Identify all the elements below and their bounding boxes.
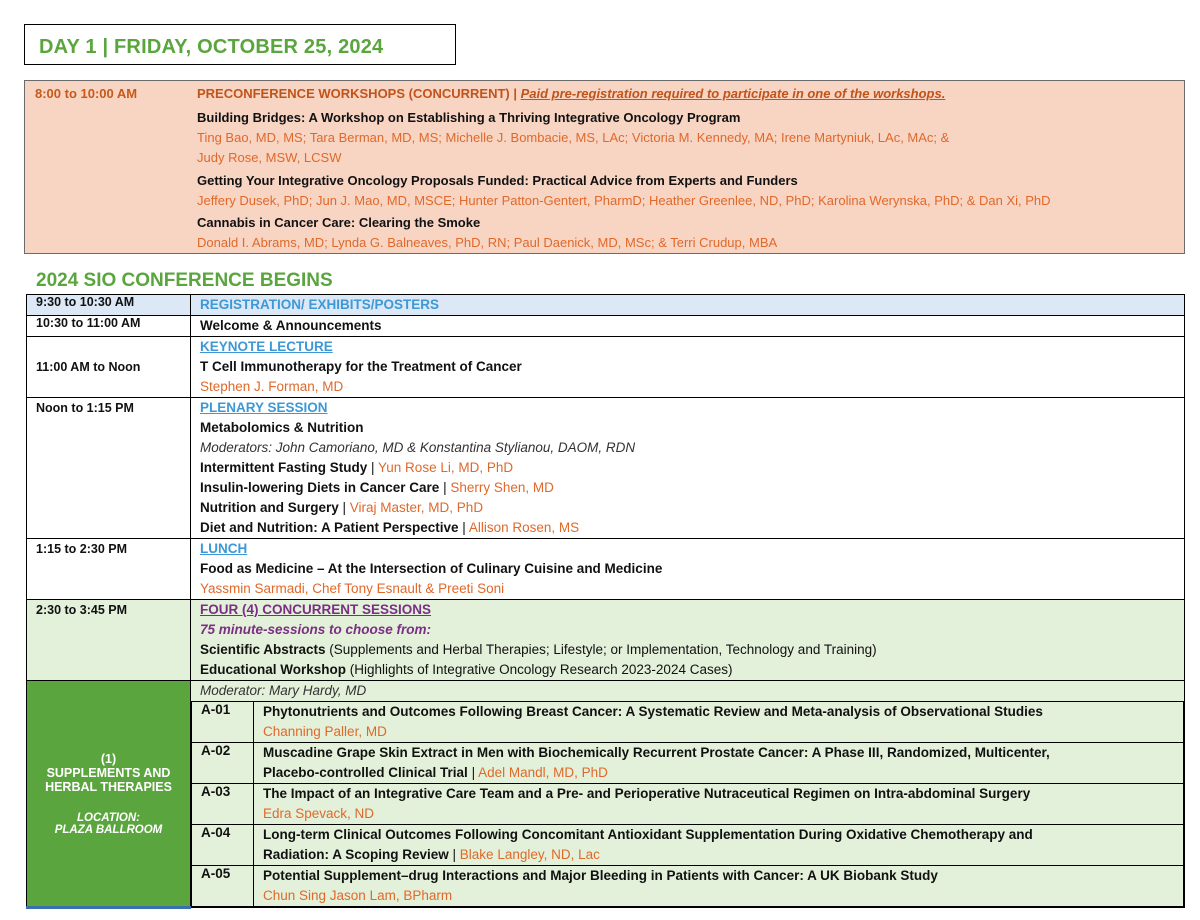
talk-speaker: Sherry Shen, MD	[450, 480, 554, 495]
time-cell: 1:15 to 2:30 PM	[27, 539, 191, 600]
abstract-row	[192, 743, 1184, 784]
abstract-speaker: Channing Paller, MD	[263, 724, 387, 739]
separator: |	[367, 460, 379, 475]
session-option	[200, 660, 1184, 680]
abstract-title: Muscadine Grape Skin Extract in Men with Biochemically Recurrent Prostate Cancer: A Phase III, Randomized, Multicenter,	[263, 745, 1050, 760]
day-title: DAY 1 | FRIDAY, OCTOBER 25, 2024	[39, 36, 384, 58]
workshop-title: Getting Your Integrative Oncology Proposals Funded: Practical Advice from Experts and Funders	[197, 173, 798, 188]
schedule-row-plenary	[27, 398, 1185, 539]
track-label-cell	[27, 681, 191, 908]
abstract-speaker: Blake Langley, ND, Lac	[459, 847, 600, 862]
session-moderators: Moderators: John Camoriano, MD & Konstantina Stylianou, DAOM, RDN	[200, 440, 636, 455]
abstract-cell	[254, 866, 1184, 907]
time-cell: 9:30 to 10:30 AM	[27, 295, 191, 316]
schedule-row-track	[27, 681, 1185, 908]
session-title: Welcome & Announcements	[200, 318, 382, 333]
abstract-title: Potential Supplement–drug Interactions and Major Bleeding in Patients with Cancer: A UK Biobank Study	[263, 868, 938, 883]
preconference-registration-note[interactable]: Paid pre-registration required to participate in one of the workshops.	[520, 86, 946, 101]
abstract-cell	[254, 702, 1184, 743]
abstract-code: A-03	[192, 784, 254, 825]
abstract-row	[192, 825, 1184, 866]
time-cell: 2:30 to 3:45 PM	[27, 600, 191, 681]
time-cell: 10:30 to 11:00 AM	[27, 316, 191, 337]
abstract-code: A-01	[192, 702, 254, 743]
talk-speaker: Yun Rose Li, MD, PhD	[378, 460, 514, 475]
talk-line	[200, 458, 1184, 478]
session-cell	[191, 295, 1185, 316]
abstract-speaker: Chun Sing Jason Lam, BPharm	[263, 888, 453, 903]
workshop-title: Building Bridges: A Workshop on Establishing a Thriving Integrative Oncology Program	[197, 110, 741, 125]
talk-title: Nutrition and Surgery	[200, 500, 339, 515]
preconference-time: 8:00 to 10:00 AM	[35, 86, 138, 101]
separator: |	[338, 500, 350, 515]
talk-line	[200, 498, 1184, 518]
track-location: PLAZA BALLROOM	[54, 823, 163, 836]
abstract-table	[191, 701, 1184, 907]
session-option	[200, 640, 1184, 660]
workshop-speakers: Jeffery Dusek, PhD; Jun J. Mao, MD, MSCE; Hunter Patton-Gentert, PharmD; Heather Greenlee, ND, PhD; Karolina Werynska, PhD; & Dan Xi, PhD	[197, 193, 1051, 208]
abstract-cell	[254, 743, 1184, 784]
track-name: HERBAL THERAPIES	[45, 779, 172, 794]
schedule-row-concurrent	[27, 600, 1185, 681]
talk-title: Insulin-lowering Diets in Cancer Care	[200, 480, 440, 495]
track-name: SUPPLEMENTS AND	[46, 765, 171, 780]
session-label: REGISTRATION/ EXHIBITS/POSTERS	[200, 297, 440, 312]
abstract-cell	[254, 784, 1184, 825]
abstract-speaker: Adel Mandl, MD, PhD	[478, 765, 608, 780]
track-content-cell	[191, 681, 1185, 908]
workshop-speakers: Ting Bao, MD, MS; Tara Berman, MD, MS; Michelle J. Bombacie, MS, LAc; Victoria M. Kennedy, MA; Irene Martyniuk, LAc, MAc; &	[197, 130, 950, 145]
abstract-code: A-05	[192, 866, 254, 907]
schedule-row-lunch	[27, 539, 1185, 600]
abstract-title-cont	[263, 845, 1183, 865]
track-moderator: Moderator: Mary Hardy, MD	[200, 683, 367, 698]
schedule-row-keynote	[27, 337, 1185, 398]
separator: |	[467, 765, 479, 780]
track-number: (1)	[100, 751, 117, 766]
conference-begins-title: 2024 SIO CONFERENCE BEGINS	[36, 270, 333, 291]
session-label[interactable]: PLENARY SESSION	[200, 400, 328, 415]
abstract-title: Long-term Clinical Outcomes Following Concomitant Antioxidant Supplementation During Oxidative Chemotherapy and	[263, 827, 1033, 842]
session-title: Metabolomics & Nutrition	[200, 420, 364, 435]
abstract-title: Radiation: A Scoping Review	[263, 847, 449, 862]
session-cell	[191, 316, 1185, 337]
separator: |	[439, 480, 451, 495]
preconference-block	[24, 80, 1185, 254]
abstract-row	[192, 702, 1184, 743]
session-cell	[191, 600, 1185, 681]
talk-speaker: Allison Rosen, MS	[468, 520, 580, 535]
session-cell	[191, 337, 1185, 398]
abstract-row	[192, 866, 1184, 907]
session-cell	[191, 539, 1185, 600]
abstract-cell	[254, 825, 1184, 866]
session-title: Food as Medicine – At the Intersection of Culinary Cuisine and Medicine	[200, 561, 663, 576]
abstract-speaker: Edra Spevack, ND	[263, 806, 375, 821]
session-label[interactable]: FOUR (4) CONCURRENT SESSIONS	[200, 602, 432, 617]
schedule-row-registration	[27, 295, 1185, 316]
schedule-table	[26, 294, 1185, 909]
separator: |	[448, 847, 460, 862]
session-cell	[191, 398, 1185, 539]
session-speaker: Yassmin Sarmadi, Chef Tony Esnault & Preeti Soni	[200, 581, 505, 596]
time-cell: 11:00 AM to Noon	[27, 337, 191, 398]
option-detail: (Highlights of Integrative Oncology Research 2023-2024 Cases)	[346, 662, 733, 677]
separator: |	[458, 520, 469, 535]
talk-speaker: Viraj Master, MD, PhD	[349, 500, 484, 515]
talk-title: Intermittent Fasting Study	[200, 460, 368, 475]
session-title: T Cell Immunotherapy for the Treatment of Cancer	[200, 359, 522, 374]
talk-title: Diet and Nutrition: A Patient Perspective	[200, 520, 459, 535]
preconference-heading	[197, 86, 945, 101]
abstract-code: A-02	[192, 743, 254, 784]
option-title: Scientific Abstracts	[200, 642, 326, 657]
session-label[interactable]: KEYNOTE LECTURE	[200, 339, 333, 354]
abstract-title-cont	[263, 763, 1183, 783]
abstract-title: Phytonutrients and Outcomes Following Breast Cancer: A Systematic Review and Meta-analysis of Observational Studies	[263, 704, 1043, 719]
talk-line	[200, 518, 1184, 538]
abstract-title: The Impact of an Integrative Care Team and a Pre- and Perioperative Nutraceutical Regimen on Intra-abdominal Surgery	[263, 786, 1031, 801]
session-subheading: 75 minute-sessions to choose from:	[200, 622, 432, 637]
day-header-box	[24, 24, 456, 65]
schedule-row-welcome	[27, 316, 1185, 337]
session-label[interactable]: LUNCH	[200, 541, 248, 556]
talk-line	[200, 478, 1184, 498]
track-location-label: LOCATION:	[76, 811, 141, 824]
abstract-row	[192, 784, 1184, 825]
option-title: Educational Workshop	[200, 662, 347, 677]
time-cell: Noon to 1:15 PM	[27, 398, 191, 539]
workshop-title: Cannabis in Cancer Care: Clearing the Smoke	[197, 215, 481, 230]
workshop-speakers: Donald I. Abrams, MD; Lynda G. Balneaves, PhD, RN; Paul Daenick, MD, MSc; & Terri Crudup, MBA	[197, 235, 778, 250]
preconference-heading-text: PRECONFERENCE WORKSHOPS (CONCURRENT) |	[197, 86, 521, 101]
workshop-speakers: Judy Rose, MSW, LCSW	[197, 150, 342, 165]
abstract-code: A-04	[192, 825, 254, 866]
session-speaker: Stephen J. Forman, MD	[200, 379, 344, 394]
abstract-title: Placebo-controlled Clinical Trial	[263, 765, 468, 780]
option-detail: (Supplements and Herbal Therapies; Lifestyle; or Implementation, Technology and Training)	[325, 642, 877, 657]
